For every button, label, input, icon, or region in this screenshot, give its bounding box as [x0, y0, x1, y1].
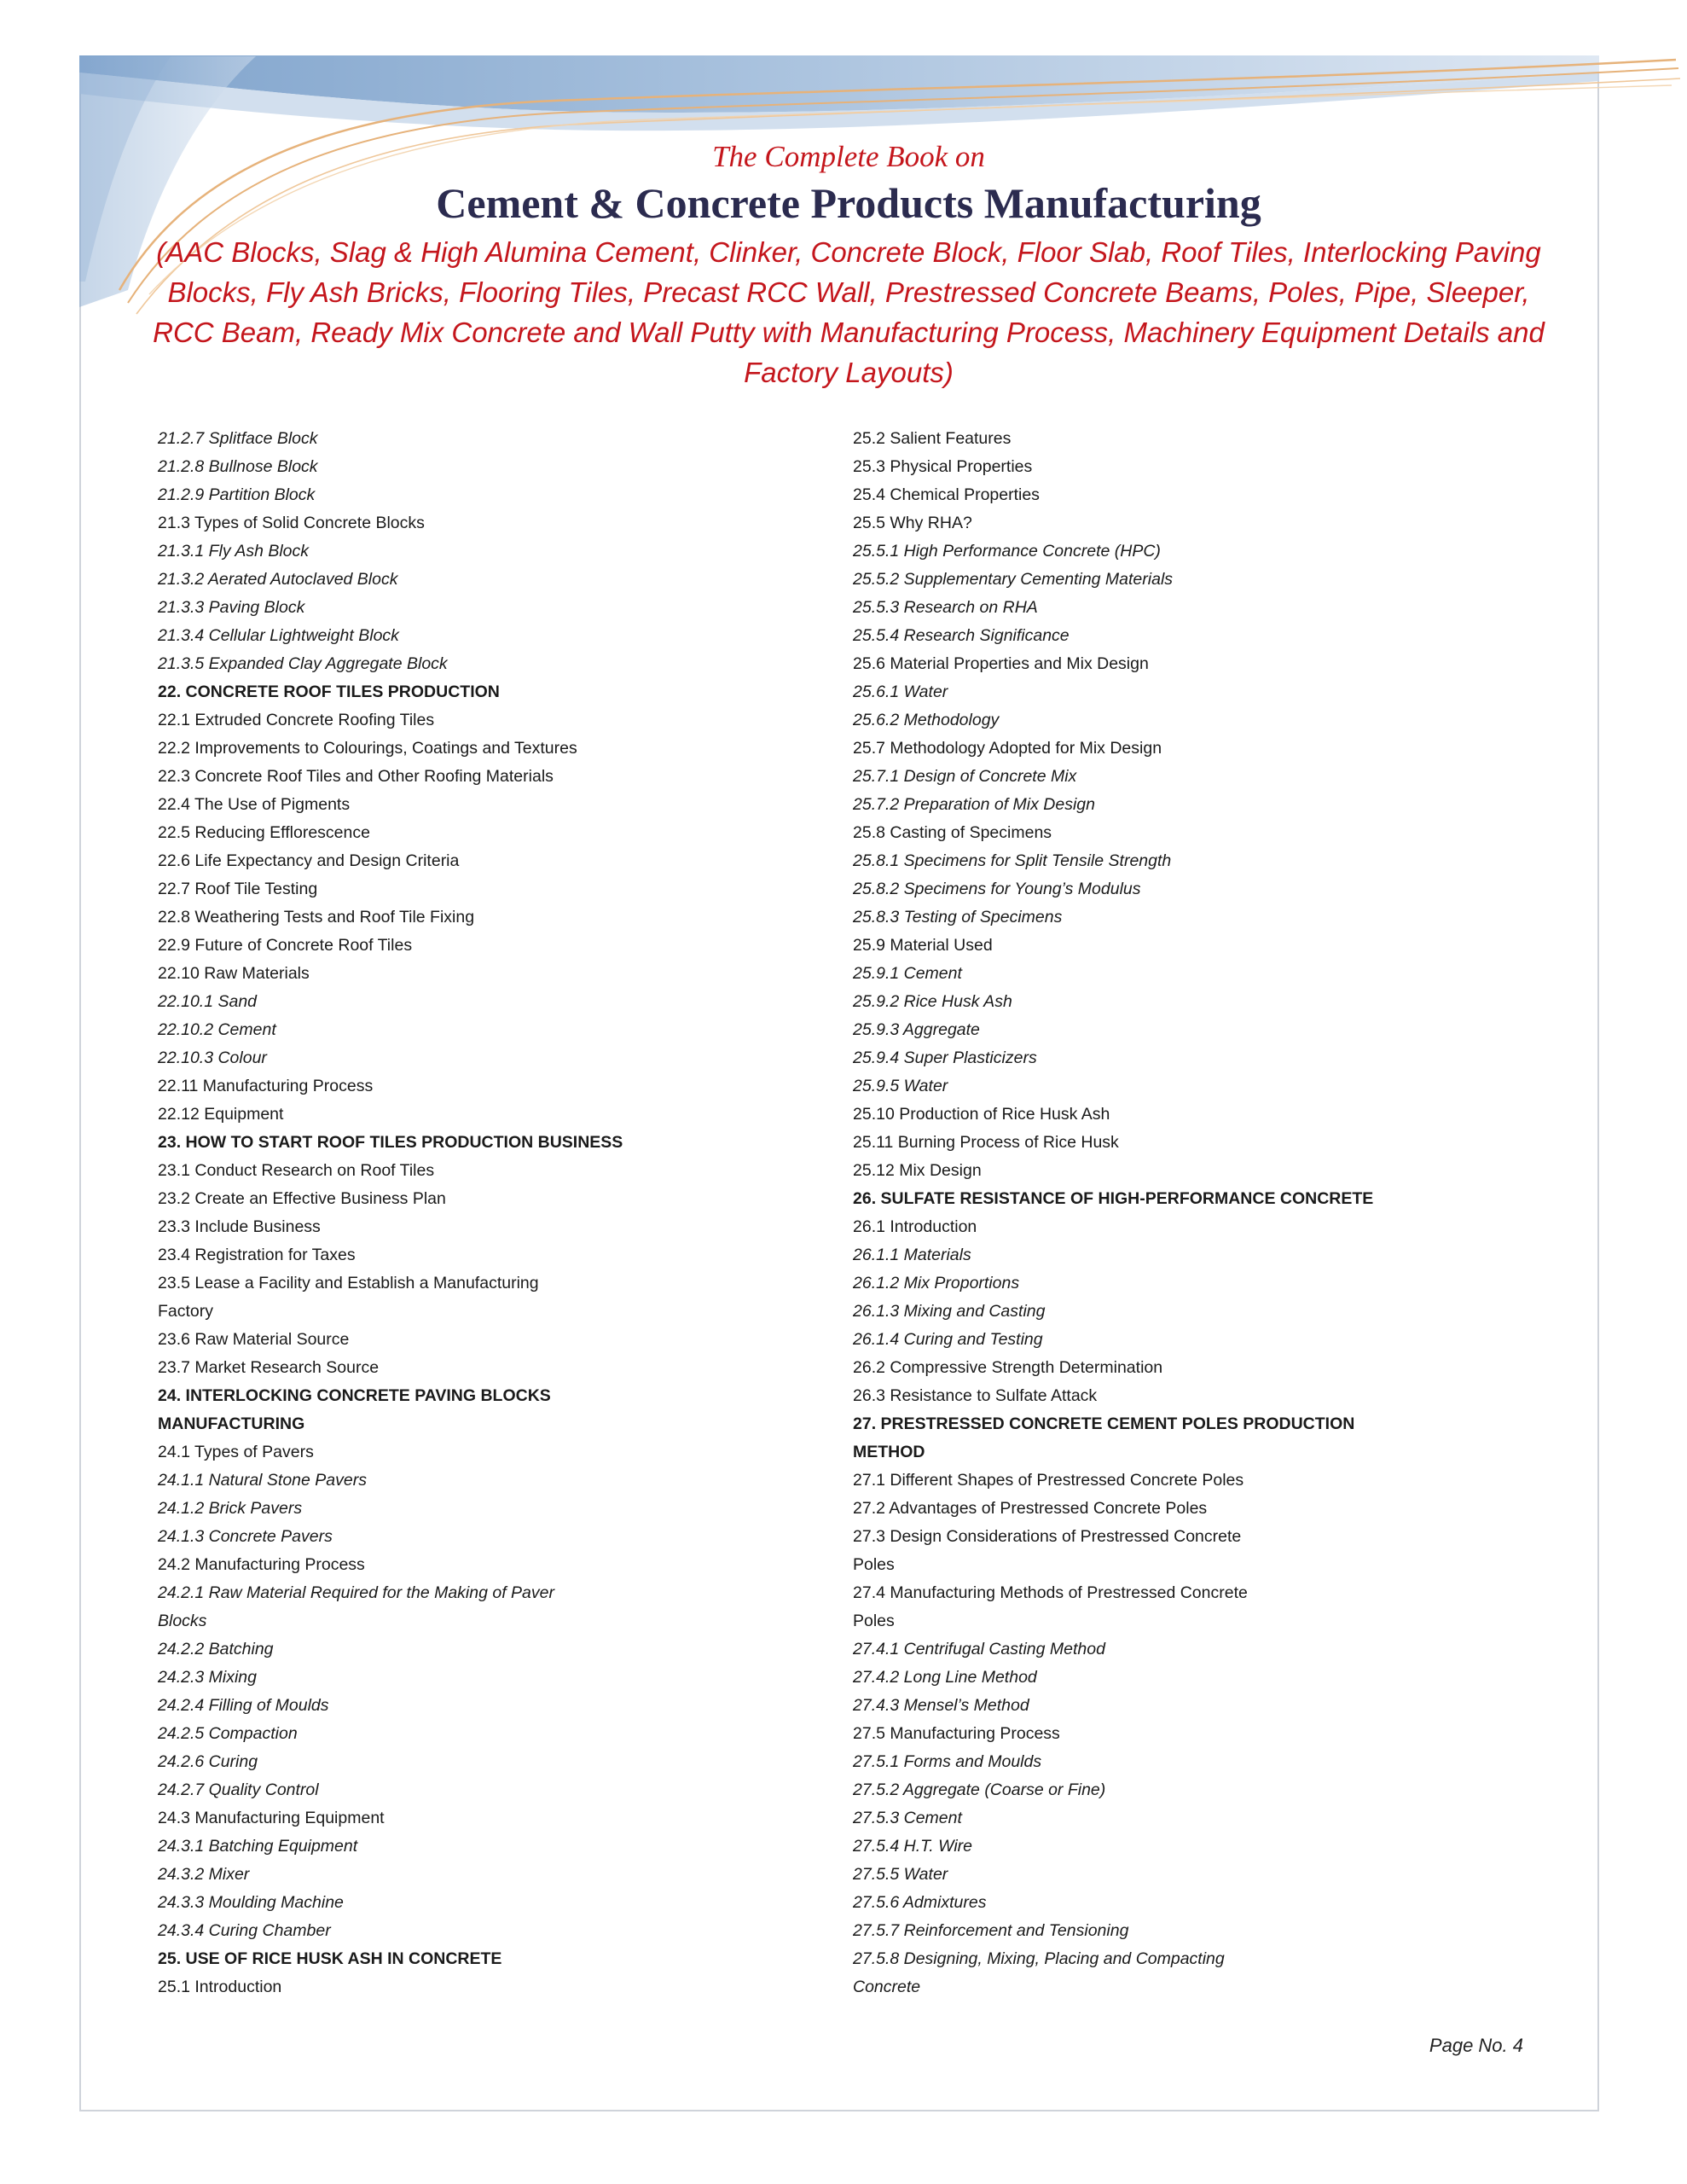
toc-entry: Factory [158, 1302, 214, 1321]
toc-entry: 24.1.3 Concrete Pavers [158, 1527, 333, 1546]
toc-entry: 22.8 Weathering Tests and Roof Tile Fixing [158, 908, 475, 926]
toc-entry: 24.2.3 Mixing [158, 1668, 257, 1687]
toc-entry: 27.5.3 Cement [853, 1809, 962, 1827]
toc-entry: 24.2.5 Compaction [158, 1724, 298, 1743]
toc-entry: 24.2.1 Raw Material Required for the Making of Paver [158, 1583, 554, 1602]
toc-entry: 27.5.6 Admixtures [853, 1893, 987, 1912]
toc-entry: 23.5 Lease a Facility and Establish a Manufacturing [158, 1274, 539, 1292]
toc-entry: 26.1.3 Mixing and Casting [853, 1302, 1046, 1321]
toc-entry: 23.4 Registration for Taxes [158, 1246, 356, 1264]
toc-entry: 24.1 Types of Pavers [158, 1443, 314, 1461]
toc-entry: 27.5.4 H.T. Wire [853, 1837, 972, 1856]
toc-entry: 25.11 Burning Process of Rice Husk [853, 1133, 1119, 1152]
toc-entry: 24.3.2 Mixer [158, 1865, 250, 1884]
toc-entry: METHOD [853, 1443, 925, 1461]
toc-entry: 22.1 Extruded Concrete Roofing Tiles [158, 711, 435, 729]
toc-entry: MANUFACTURING [158, 1414, 305, 1433]
toc-entry: 25.9.4 Super Plasticizers [853, 1048, 1037, 1067]
toc-entry: 22.11 Manufacturing Process [158, 1077, 374, 1095]
toc-entry: 25.2 Salient Features [853, 429, 1012, 448]
toc-entry: 21.3.5 Expanded Clay Aggregate Block [158, 654, 448, 673]
toc-entry: 23.1 Conduct Research on Roof Tiles [158, 1161, 435, 1180]
toc-entry: 24.1.1 Natural Stone Pavers [158, 1471, 367, 1490]
toc-entry: 25.9.3 Aggregate [853, 1020, 980, 1039]
toc-entry: 25.7.2 Preparation of Mix Design [853, 795, 1095, 814]
title-block [128, 136, 1569, 392]
toc-entry: 25.10 Production of Rice Husk Ash [853, 1105, 1110, 1124]
toc-entry: 24.1.2 Brick Pavers [158, 1499, 303, 1518]
toc-entry: 24.3 Manufacturing Equipment [158, 1809, 385, 1827]
toc-entry: 22.7 Roof Tile Testing [158, 880, 318, 898]
toc-entry: 24.2.2 Batching [158, 1640, 274, 1658]
toc-entry: 21.3.2 Aerated Autoclaved Block [158, 570, 398, 589]
book-main-title: Cement & Concrete Products Manufacturing [436, 179, 1261, 227]
toc-entry: 27.5.1 Forms and Moulds [853, 1752, 1042, 1771]
toc-entry: 25.3 Physical Properties [853, 457, 1033, 476]
toc-entry: 21.2.9 Partition Block [158, 485, 316, 504]
toc-entry: 27. PRESTRESSED CONCRETE CEMENT POLES PRODUCTION [853, 1414, 1355, 1433]
toc-entry: 25.5.2 Supplementary Cementing Materials [853, 570, 1174, 589]
toc-entry: 22.5 Reducing Efflorescence [158, 823, 370, 842]
toc-entry: Poles [853, 1555, 895, 1574]
toc-entry: 25.7 Methodology Adopted for Mix Design [853, 739, 1162, 758]
toc-entry: 25. USE OF RICE HUSK ASH IN CONCRETE [158, 1949, 502, 1968]
toc-entry: 27.4.1 Centrifugal Casting Method [853, 1640, 1105, 1658]
toc-entry: 27.3 Design Considerations of Prestressed Concrete [853, 1527, 1242, 1546]
toc-entry: 22.12 Equipment [158, 1105, 284, 1124]
toc-entry: 25.7.1 Design of Concrete Mix [853, 767, 1077, 786]
toc-entry: 22.10.2 Cement [158, 1020, 276, 1039]
toc-entry: 26. SULFATE RESISTANCE OF HIGH-PERFORMANCE CONCRETE [853, 1189, 1374, 1208]
toc-entry: 26.3 Resistance to Sulfate Attack [853, 1386, 1098, 1405]
toc-entry: 26.1.4 Curing and Testing [853, 1330, 1043, 1349]
toc-entry: 24. INTERLOCKING CONCRETE PAVING BLOCKS [158, 1386, 551, 1405]
toc-entry: 27.4.2 Long Line Method [853, 1668, 1037, 1687]
toc-entry: 25.6.2 Methodology [853, 711, 1000, 729]
toc-entry: 22.3 Concrete Roof Tiles and Other Roofing Materials [158, 767, 554, 786]
toc-entry: 25.8.1 Specimens for Split Tensile Strength [853, 851, 1172, 870]
toc-entry: 22. CONCRETE ROOF TILES PRODUCTION [158, 682, 500, 701]
toc-entry: 21.3.3 Paving Block [158, 598, 305, 617]
toc-entry: 22.10.3 Colour [158, 1048, 267, 1067]
toc-entry: 22.6 Life Expectancy and Design Criteria [158, 851, 460, 870]
toc-entry: 22.10 Raw Materials [158, 964, 310, 983]
toc-entry: 26.1.1 Materials [853, 1246, 971, 1264]
toc-entry: 22.10.1 Sand [158, 992, 258, 1011]
toc-entry: 27.2 Advantages of Prestressed Concrete Poles [853, 1499, 1208, 1518]
toc-entry: 26.1 Introduction [853, 1217, 977, 1236]
toc-entry: 26.1.2 Mix Proportions [853, 1274, 1020, 1292]
toc-entry: 27.1 Different Shapes of Prestressed Concrete Poles [853, 1471, 1244, 1490]
toc-entry: 25.5.4 Research Significance [853, 626, 1070, 645]
toc-entry: 25.9.1 Cement [853, 964, 962, 983]
toc-entry: 27.5.7 Reinforcement and Tensioning [853, 1921, 1129, 1940]
toc-entry: 25.5 Why RHA? [853, 514, 972, 532]
toc-entry: 22.9 Future of Concrete Roof Tiles [158, 936, 413, 955]
toc-entry: 24.3.1 Batching Equipment [158, 1837, 358, 1856]
toc-entry: 23.7 Market Research Source [158, 1358, 380, 1377]
toc-entry: 25.4 Chemical Properties [853, 485, 1040, 504]
toc-entry: 24.2.6 Curing [158, 1752, 258, 1771]
toc-left-column [158, 425, 652, 2001]
toc-entry: 25.5.1 High Performance Concrete (HPC) [853, 542, 1161, 561]
toc-entry: 27.4 Manufacturing Methods of Prestressed Concrete [853, 1583, 1248, 1602]
toc-entry: 22.4 The Use of Pigments [158, 795, 351, 814]
toc-entry: 27.5 Manufacturing Process [853, 1724, 1060, 1743]
toc-entry: 26.2 Compressive Strength Determination [853, 1358, 1163, 1377]
toc-entry: Concrete [853, 1978, 921, 1996]
toc-entry: 23.6 Raw Material Source [158, 1330, 350, 1349]
toc-entry: 25.8.2 Specimens for Young’s Modulus [853, 880, 1141, 898]
toc-entry: 27.5.8 Designing, Mixing, Placing and Compacting [853, 1949, 1225, 1968]
toc-entry: 21.3.1 Fly Ash Block [158, 542, 310, 561]
toc-entry: 25.8 Casting of Specimens [853, 823, 1052, 842]
toc-entry: 25.9.5 Water [853, 1077, 948, 1095]
toc-entry: 24.3.4 Curing Chamber [158, 1921, 331, 1940]
toc-entry: 24.2 Manufacturing Process [158, 1555, 365, 1574]
toc-entry: 21.2.8 Bullnose Block [158, 457, 318, 476]
page-number: Page No. 4 [1429, 2035, 1523, 2056]
toc-entry: 25.1 Introduction [158, 1978, 282, 1996]
toc-entry: 27.4.3 Mensel’s Method [853, 1696, 1029, 1715]
toc-entry: 23. HOW TO START ROOF TILES PRODUCTION BUSINESS [158, 1133, 623, 1152]
toc-right-column [853, 425, 1399, 2001]
toc-entry: 21.2.7 Splitface Block [158, 429, 318, 448]
toc-entry: 24.2.7 Quality Control [158, 1780, 319, 1799]
toc-entry: 21.3.4 Cellular Lightweight Block [158, 626, 399, 645]
toc-entry: 25.8.3 Testing of Specimens [853, 908, 1063, 926]
toc-entry: Blocks [158, 1612, 207, 1630]
toc-entry: Poles [853, 1612, 895, 1630]
book-sub-title: (AAC Blocks, Slag & High Alumina Cement, Clinker, Concrete Block, Floor Slab, Roof Tiles, Interlocking Paving Blocks, Fly Ash Bricks, Flooring Tiles, Precast RCC Wall, Prestressed Concrete Beams, Poles, Pipe, Sleeper, RCC Beam, Ready Mix Concrete and Wall Putty with Manufacturing Process, Machinery Equipment Details and Factory Layouts) [153, 236, 1545, 388]
toc-entry: 21.3 Types of Solid Concrete Blocks [158, 514, 425, 532]
toc-entry: 25.6.1 Water [853, 682, 948, 701]
toc-entry: 27.5.2 Aggregate (Coarse or Fine) [853, 1780, 1106, 1799]
toc-entry: 23.2 Create an Effective Business Plan [158, 1189, 446, 1208]
toc-entry: 24.2.4 Filling of Moulds [158, 1696, 329, 1715]
toc-entry: 25.9 Material Used [853, 936, 993, 955]
toc-entry: 25.5.3 Research on RHA [853, 598, 1038, 617]
toc-entry: 25.9.2 Rice Husk Ash [853, 992, 1012, 1011]
book-pre-title: The Complete Book on [712, 140, 985, 173]
toc-entry: 25.6 Material Properties and Mix Design [853, 654, 1149, 673]
toc-entry: 25.12 Mix Design [853, 1161, 982, 1180]
toc-entry: 27.5.5 Water [853, 1865, 948, 1884]
toc-entry: 24.3.3 Moulding Machine [158, 1893, 344, 1912]
toc-entry: 23.3 Include Business [158, 1217, 321, 1236]
toc-entry: 22.2 Improvements to Colourings, Coatings and Textures [158, 739, 577, 758]
